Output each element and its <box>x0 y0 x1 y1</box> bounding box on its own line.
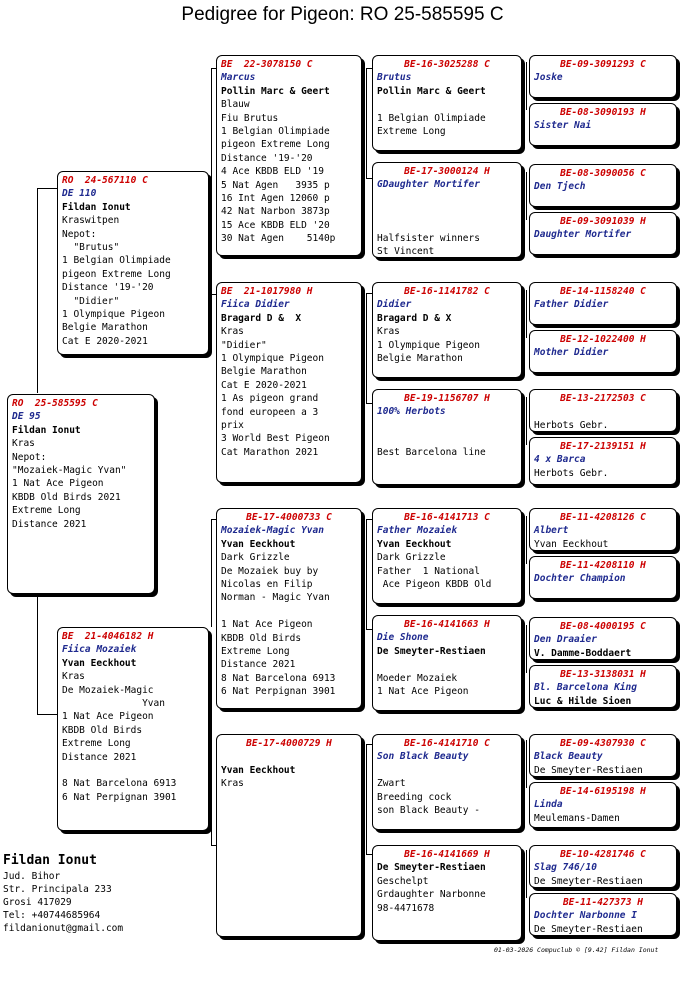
pigeon-name: Fiica Didier <box>221 299 290 311</box>
pigeon-card-g8[interactable] <box>529 437 677 485</box>
pigeon-name: Dochter Narbonne I <box>534 910 637 922</box>
owner-name: Yvan Eeckhout <box>221 538 296 550</box>
ring-number: BE-11-427373 H <box>562 897 644 908</box>
connector <box>526 172 527 220</box>
info-line: Distance '19-'20 <box>221 152 313 164</box>
info-line: Distance 2021 <box>221 659 296 671</box>
info-line: Nepot: <box>62 228 97 240</box>
info-line: Nicolas en Filip <box>221 579 313 591</box>
connector <box>526 740 527 788</box>
info-line: Dark Grizzle <box>221 552 290 564</box>
pigeon-name: Albert <box>534 525 569 537</box>
info-line: son Black Beauty - <box>377 805 480 817</box>
info-line: Moeder Mozaiek <box>377 672 458 684</box>
ring-number: BE-09-3091039 H <box>560 216 646 227</box>
owner-name: Pollin Marc & Geert <box>221 85 330 97</box>
ring-number: BE-08-4000195 C <box>560 621 646 632</box>
info-line <box>377 205 517 218</box>
pigeon-card-sire-sire[interactable] <box>216 55 362 256</box>
info-line: Nepot: <box>12 451 47 463</box>
info-line: 16 Int Agen 12060 p <box>221 193 330 205</box>
pigeon-name: Bl. Barcelona King <box>534 682 637 694</box>
pigeon-name: Mother Didier <box>534 347 609 359</box>
info-line: Geschelpt <box>377 875 429 887</box>
ring-number: BE-17-3000124 H <box>404 166 490 177</box>
info-line: Extreme Long <box>221 646 290 658</box>
connector <box>526 625 527 673</box>
ring-number: BE-16-1141782 C <box>404 286 490 297</box>
pigeon-card-ddd[interactable] <box>372 845 522 941</box>
pigeon-name: GDaughter Mortifer <box>377 179 480 191</box>
owner-name: Bragard D & X <box>221 312 302 324</box>
info-line: 1 Nat Ace Pigeon <box>377 686 469 698</box>
info-line: Extreme Long <box>377 126 446 138</box>
info-line <box>534 405 672 418</box>
info-line: Distance 2021 <box>12 518 87 530</box>
pigeon-card-subject[interactable] <box>7 394 155 594</box>
ring-number: BE-12-1022400 H <box>560 334 646 345</box>
owner-name: Yvan Eeckhout <box>221 764 296 776</box>
info-line: 1 Nat Ace Pigeon <box>62 711 154 723</box>
pigeon-card-g12[interactable] <box>529 665 677 708</box>
ring-number: BE-14-6195198 H <box>560 786 646 797</box>
info-line: fond europeen a 3 <box>221 406 319 418</box>
connector <box>37 594 38 714</box>
info-line: "Didier" <box>221 339 267 351</box>
info-line: 6 Nat Perpignan 3901 <box>221 686 336 698</box>
connector <box>37 188 38 393</box>
info-line: KBDB Old Birds <box>62 724 143 736</box>
connector <box>526 850 527 898</box>
info-line: 1 Nat Ace Pigeon <box>221 619 313 631</box>
info-line: St Vincent <box>377 246 435 258</box>
ring-number: BE-16-4141710 C <box>404 738 490 749</box>
ring-number: BE-09-4307930 C <box>560 738 646 749</box>
ring-number: BE-13-3138031 H <box>560 669 646 680</box>
pigeon-card-g16[interactable] <box>529 893 677 936</box>
owner-name: De Smeyter-Restiaen <box>377 862 486 874</box>
breeder-line: Str. Principala 233 <box>3 884 112 895</box>
info-line: 1 Olympique Pigeon <box>377 339 480 351</box>
info-line: Cat E 2020-2021 <box>221 379 307 391</box>
info-line: "Didier" <box>62 295 120 307</box>
info-line: 30 Nat Agen 5140p <box>221 233 336 245</box>
ring-number: BE-16-4141713 C <box>404 512 490 523</box>
pigeon-name: Father Didier <box>534 299 609 311</box>
owner-name: Luc & Hilde Sioen <box>534 695 632 707</box>
owner-name: Yvan Eeckhout <box>62 657 137 669</box>
pigeon-card-sire[interactable] <box>57 171 209 355</box>
owner-name: Fildan Ionut <box>12 424 81 436</box>
info-line: 4 Ace KBDB ELD '19 <box>221 166 324 178</box>
info-line: Kras <box>377 326 400 338</box>
pigeon-name: Linda <box>534 799 563 811</box>
pigeon-card-g6[interactable] <box>529 330 677 373</box>
info-line <box>377 192 517 205</box>
info-line: De Mozaiek buy by <box>221 565 319 577</box>
connector <box>366 744 367 854</box>
pigeon-name: Slag 746/10 <box>534 862 597 874</box>
info-line: Kras <box>221 326 244 338</box>
info-line: Breeding cock <box>377 791 452 803</box>
info-line: Distance '19-'20 <box>62 282 154 294</box>
ring-number: BE-13-2172503 C <box>560 393 646 404</box>
info-line: Belgie Marathon <box>62 322 148 334</box>
info-line: KBDB Old Birds <box>221 632 302 644</box>
info-line: Blauw <box>221 99 250 111</box>
ring-number: BE-16-4141669 H <box>404 849 490 860</box>
info-line: Dark Grizzle <box>377 552 446 564</box>
pigeon-card-dam-dam[interactable] <box>216 734 362 937</box>
info-line: Norman - Magic Yvan <box>221 592 330 604</box>
pigeon-card-dss[interactable] <box>372 508 522 604</box>
pigeon-card-dam-sire[interactable] <box>216 508 362 709</box>
ring-number: BE-11-4208126 C <box>560 512 646 523</box>
pigeon-card-sire-dam[interactable] <box>216 282 362 483</box>
pigeon-name: Mozaiek-Magic Yvan <box>221 525 324 537</box>
info-line: KBDB Old Birds 2021 <box>12 491 121 503</box>
ring-number: BE-17-4000733 C <box>246 512 332 523</box>
info-line: prix <box>221 420 244 432</box>
pigeon-card-g11[interactable] <box>529 617 677 660</box>
info-line: Halfsister winners <box>377 233 480 245</box>
info-line <box>377 432 517 445</box>
pigeon-card-g9[interactable] <box>529 508 677 551</box>
pigeon-name: Fiica Mozaiek <box>62 644 137 656</box>
ring-number: BE-14-1158240 C <box>560 286 646 297</box>
ring-number: BE-17-4000729 H <box>246 738 332 749</box>
info-line: Ace Pigeon KBDB Old <box>377 579 492 591</box>
pigeon-card-dds[interactable] <box>372 734 522 830</box>
info-line: Herbots Gebr. <box>534 467 609 479</box>
ring-number: BE 21-1017980 H <box>221 286 313 297</box>
breeder-email: fildanionut@gmail.com <box>3 923 124 934</box>
info-line: Extreme Long <box>12 505 81 517</box>
info-line: Belgie Marathon <box>221 366 307 378</box>
info-line: Kraswitpen <box>62 215 120 227</box>
info-line: Father 1 National <box>377 565 480 577</box>
info-line: Herbots Gebr. <box>534 419 609 431</box>
pigeon-name: Didier <box>377 299 412 311</box>
owner-name: Fildan Ionut <box>62 201 131 213</box>
info-line: Meulemans-Damen <box>534 812 620 824</box>
info-line: 6 Nat Perpignan 3901 <box>62 791 177 803</box>
info-line: Zwart <box>377 778 406 790</box>
info-line: 1 Olympique Pigeon <box>62 309 165 321</box>
ring-number: BE-17-2139151 H <box>560 441 646 452</box>
info-line: pigeon Extreme Long <box>221 139 330 151</box>
info-line: 1 As pigeon grand <box>221 393 319 405</box>
owner-name: De Smeyter-Restiaen <box>377 645 486 657</box>
pigeon-name: Daughter Mortifer <box>534 229 632 241</box>
pigeon-card-g7[interactable] <box>529 389 677 432</box>
info-line: 1 Belgian Olimpiade <box>62 255 171 267</box>
pigeon-card-sdd[interactable] <box>372 389 522 485</box>
pigeon-name: 100% Herbots <box>377 406 446 418</box>
ring-number: BE-16-3025288 C <box>404 59 490 70</box>
pigeon-name: Sister Nai <box>534 120 592 132</box>
info-line: 8 Nat Barcelona 6913 <box>221 672 336 684</box>
info-line: "Brutus" <box>62 242 120 254</box>
ring-number: BE 22-3078150 C <box>221 59 313 70</box>
pigeon-name: Black Beauty <box>534 751 603 763</box>
pigeon-name: Den Tjech <box>534 181 586 193</box>
pigeon-card-sds[interactable] <box>372 282 522 378</box>
connector <box>526 62 527 110</box>
info-line <box>377 419 517 432</box>
connector <box>366 293 367 403</box>
info-line: 3 World Best Pigeon <box>221 433 330 445</box>
owner-name: Bragard D & X <box>377 312 452 324</box>
info-line: Fiu Brutus <box>221 112 279 124</box>
breeder-line: Jud. Bihor <box>3 871 61 882</box>
owner-name: Pollin Marc & Geert <box>377 85 486 97</box>
pigeon-name: 4 x Barca <box>534 454 586 466</box>
page-title: Pedigree for Pigeon: RO 25-585595 C <box>181 4 504 25</box>
info-line: Kras <box>12 438 35 450</box>
pigeon-card-g3[interactable] <box>529 164 677 207</box>
info-line: De Smeyter-Restiaen <box>534 923 643 935</box>
pigeon-card-g10[interactable] <box>529 556 677 599</box>
info-line: 8 Nat Barcelona 6913 <box>62 778 177 790</box>
breeder-name: Fildan Ionut <box>3 853 97 868</box>
info-line: 1 Nat Ace Pigeon <box>12 478 104 490</box>
pigeon-name: Son Black Beauty <box>377 751 469 763</box>
info-line: Yvan <box>62 698 165 710</box>
breeder-line: Grosi 417029 <box>3 897 72 908</box>
info-line: Extreme Long <box>62 738 131 750</box>
ring-number: BE 21-4046182 H <box>62 631 154 642</box>
breeder-info <box>3 852 123 935</box>
pigeon-name: Den Draaier <box>534 634 597 646</box>
info-line: Kras <box>62 671 85 683</box>
connector <box>526 397 527 445</box>
info-line: Cat Marathon 2021 <box>221 446 319 458</box>
pigeon-card-dsd[interactable] <box>372 615 522 711</box>
ring-number: BE-11-4208110 H <box>560 560 646 571</box>
connector <box>526 290 527 338</box>
connector <box>211 68 212 180</box>
pigeon-card-g1[interactable] <box>529 55 677 98</box>
breeder-line: Tel: +40744685964 <box>3 910 101 921</box>
owner-name: V. Damme-Boddaert <box>534 647 632 659</box>
info-line <box>377 219 517 232</box>
pigeon-card-g4[interactable] <box>529 212 677 255</box>
info-line: De Mozaiek-Magic <box>62 684 154 696</box>
info-line: De Smeyter-Restiaen <box>534 764 643 776</box>
info-line: Belgie Marathon <box>377 353 463 365</box>
info-line: 1 Belgian Olimpiade <box>377 112 486 124</box>
info-line: pigeon Extreme Long <box>62 268 171 280</box>
info-line: 1 Belgian Olimpiade <box>221 126 330 138</box>
connector <box>211 519 212 627</box>
info-line: Cat E 2020-2021 <box>62 335 148 347</box>
pigeon-name: Father Mozaiek <box>377 525 458 537</box>
info-line <box>377 764 517 777</box>
info-line: 98-4471678 <box>377 902 435 914</box>
info-line: 1 Olympique Pigeon <box>221 353 324 365</box>
connector <box>526 516 527 564</box>
pigeon-card-dam[interactable] <box>57 627 209 831</box>
pigeon-card-g14[interactable] <box>529 782 677 828</box>
info-line: Grdaughter Narbonne <box>377 889 486 901</box>
info-line: Best Barcelona line <box>377 446 486 458</box>
info-line: 5 Nat Agen 3935 p <box>221 179 330 191</box>
pigeon-card-g13[interactable] <box>529 734 677 777</box>
ring-number: BE-09-3091293 C <box>560 59 646 70</box>
pigeon-card-g5[interactable] <box>529 282 677 325</box>
info-line <box>62 764 204 777</box>
ring-number: BE-10-4281746 C <box>560 849 646 860</box>
pigeon-card-g15[interactable] <box>529 845 677 888</box>
info-line: Yvan Eeckhout <box>534 538 609 550</box>
pigeon-card-g2[interactable] <box>529 103 677 146</box>
ring-number: BE-08-3090193 H <box>560 107 646 118</box>
info-line: 15 Ace KBDB ELD '20 <box>221 219 330 231</box>
pigeon-name: Die Shone <box>377 632 429 644</box>
pigeon-name: DE 110 <box>62 188 97 200</box>
owner-name: Yvan Eeckhout <box>377 538 452 550</box>
info-line: De Smeyter-Restiaen <box>534 875 643 887</box>
info-line: 42 Nat Narbon 3873p <box>221 206 330 218</box>
pigeon-card-ssd[interactable] <box>372 162 522 258</box>
ring-number: BE-16-4141663 H <box>404 619 490 630</box>
ring-number: RO 24-567110 C <box>62 175 148 186</box>
connector <box>366 68 367 178</box>
info-line: Kras <box>221 778 244 790</box>
info-line: Distance 2021 <box>62 751 137 763</box>
info-line <box>221 605 357 618</box>
info-line <box>377 98 517 111</box>
footer-credit: 01-03-2026 Compuclub © [9.42] Fildan Ionut <box>494 946 659 954</box>
ring-number: BE-08-3090056 C <box>560 168 646 179</box>
connector <box>366 519 367 629</box>
info-line: "Mozaiek-Magic Yvan" <box>12 465 127 477</box>
pigeon-card-sss[interactable] <box>372 55 522 151</box>
ring-number: BE-19-1156707 H <box>404 393 490 404</box>
pigeon-name: Brutus <box>377 72 412 84</box>
info-line <box>377 658 517 671</box>
pigeon-name: Dochter Champion <box>534 573 626 585</box>
pigeon-name: Marcus <box>221 72 256 84</box>
pigeon-name: Joske <box>534 72 563 84</box>
pigeon-name: DE 95 <box>12 411 41 423</box>
connector <box>211 264 212 294</box>
connector <box>211 828 212 845</box>
ring-number: RO 25-585595 C <box>12 398 98 409</box>
